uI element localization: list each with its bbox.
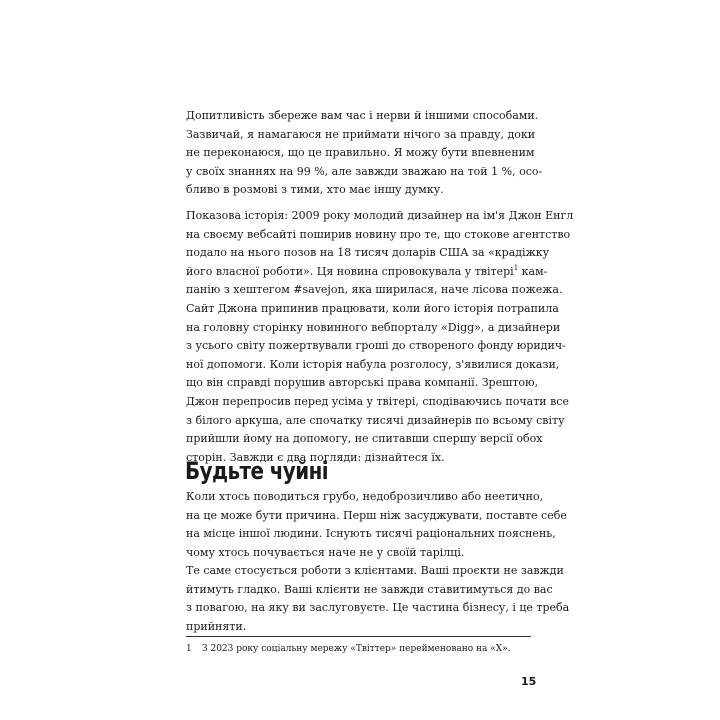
footnote-ref-marker[interactable]: 1 [513, 263, 519, 272]
text-line: подало на нього позов на 18 тисяч доларів США за «крадіжку [186, 246, 550, 260]
text-line: бливо в розмові з тими, хто має іншу думку. [186, 183, 444, 197]
page-number: 15 [521, 675, 537, 688]
text-line: на головну сторінку новинного вебпорталу «Digg», а дизайнери [186, 320, 561, 334]
paragraph-curiosity [186, 107, 543, 200]
text-segment: його власної роботи». Ця новина спровокувала у твітері [186, 264, 514, 278]
text-line: у своїх знаннях на 99 %, але завжди зважаю на той 1 %, осо- [186, 164, 543, 178]
text-line [186, 263, 548, 282]
paragraph-be-sensitive [186, 488, 567, 562]
text-line: що він справді порушив авторські права компанії. Зрештою, [186, 376, 539, 390]
text-line: з повагою, на яку ви заслуговуєте. Це частина бізнесу, і це треба [186, 601, 570, 615]
footnote [186, 643, 531, 655]
section-heading: Будьте чуйні [185, 457, 329, 485]
text-line: прийшли йому на допомогу, не спитавши спершу версії обох [186, 432, 543, 446]
paragraph-savejon-story [186, 207, 574, 467]
text-line: йтимуть гладко. Ваші клієнти не завжди ставитимуться до вас [186, 582, 553, 596]
paragraph-clients [186, 562, 570, 636]
text-line: ної допомоги. Коли історія набула розголосу, з'явилися докази, [186, 357, 560, 371]
text-line: Те саме стосується роботи з клієнтами. Ваші проєкти не завжди [186, 564, 564, 577]
text-line: сторін. Завжди є два погляди: дізнайтеся їх. [186, 450, 445, 464]
footnote-text: З 2023 року соціальну мережу «Твіттер» перейменовано на «Х». [202, 644, 511, 654]
text-segment: кам- [518, 264, 548, 278]
text-line: Показова історія: 2009 року молодий дизайнер на ім'я Джон Енгл [186, 209, 574, 222]
text-line: не переконаюся, що це правильно. Я можу бути впевненим [186, 146, 535, 160]
text-line: панію з хештегом #savejon, яка ширилася, наче лісова пожежа. [186, 283, 563, 297]
footnote-divider [186, 636, 531, 637]
text-line: Допитливість збереже вам час і нерви й іншими способами. [186, 109, 539, 122]
text-line: на своєму вебсайті поширив новину про те, що стокове агентство [186, 227, 571, 241]
text-line: прийняти. [186, 619, 247, 633]
text-line: чому хтось почувається наче не у своїй тарілці. [186, 545, 465, 559]
text-line: з білого аркуша, але спочатку тисячі дизайнерів по всьому світу [186, 413, 565, 427]
text-line: з усього світу пожертвували гроші до створеного фонду юридич- [186, 339, 566, 353]
text-line: Сайт Джона припинив працювати, коли його історія потрапила [186, 301, 559, 315]
footnote-number: 1 [186, 644, 192, 654]
text-line: на місце іншої людини. Існують тисячі раціональних пояснень, [186, 527, 556, 541]
text-line: Зазвичай, я намагаюся не приймати нічого за правду, доки [186, 127, 536, 141]
text-line: на це може бути причина. Перш ніж засуджувати, поставте себе [186, 508, 567, 522]
text-line: Джон перепросив перед усіма у твітері, сподіваючись почати все [186, 394, 569, 408]
text-line: Коли хтось поводиться грубо, недоброзичливо або неетично, [186, 490, 544, 503]
